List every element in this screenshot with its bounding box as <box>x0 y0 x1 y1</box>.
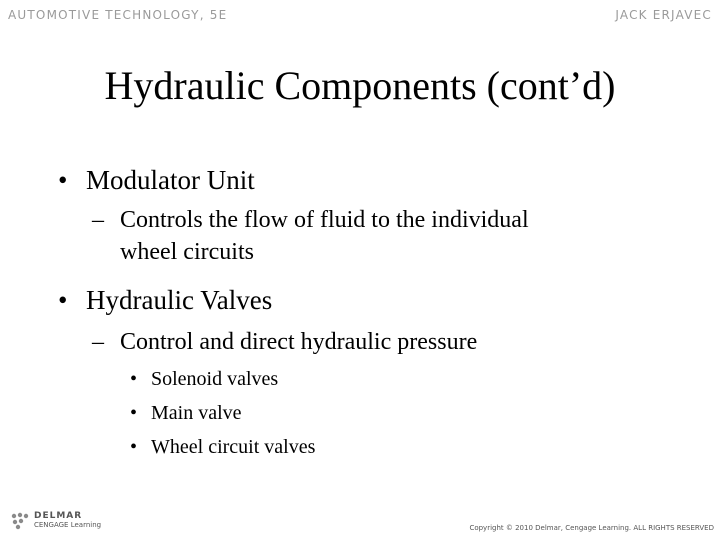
logo-text <box>34 512 101 530</box>
slide-title: Hydraulic Components (cont’d) <box>104 63 616 108</box>
sub-sub-list <box>58 362 698 464</box>
bullet-list <box>58 162 698 464</box>
bullet-dot-icon: • <box>130 436 138 458</box>
list-item-solenoid-valves <box>58 362 698 396</box>
list-item-main-valve <box>58 396 698 430</box>
bullet-dot-icon: • <box>58 285 68 315</box>
bullet-text: Modulator Unit <box>86 165 255 195</box>
sub-bullet-text: Control and direct hydraulic pressure <box>120 329 478 355</box>
header-author: JACK ERJAVEC <box>615 8 712 22</box>
logo-line1: DELMAR <box>34 511 83 521</box>
bullet-text: Hydraulic Valves <box>86 285 273 315</box>
bullet-dot-icon: • <box>130 402 138 424</box>
list-item-text: Solenoid valves <box>151 368 279 390</box>
bullet-dot-icon: • <box>58 165 68 195</box>
sub-bullet-controls-flow <box>58 204 698 268</box>
logo-line2: CENGAGE Learning <box>34 521 102 529</box>
delmar-logo-icon <box>10 512 30 530</box>
dash-icon: – <box>92 207 104 233</box>
sub-bullet-text-line1: Controls the flow of fluid to the individual <box>120 207 529 233</box>
sub-bullet-text-line2: wheel circuits <box>120 239 254 265</box>
bullet-hydraulic-valves <box>58 282 698 318</box>
bullet-dot-icon: • <box>130 368 138 390</box>
header-book-title: AUTOMOTIVE TECHNOLOGY, 5E <box>8 8 228 22</box>
list-item-text: Main valve <box>151 402 242 424</box>
dash-icon: – <box>92 329 104 355</box>
bullet-modulator-unit <box>58 162 698 198</box>
sub-bullet-control-pressure <box>58 326 698 358</box>
publisher-logo <box>10 512 101 530</box>
copyright-notice: Copyright © 2010 Delmar, Cengage Learning. ALL RIGHTS RESERVED <box>469 524 714 532</box>
list-item-text: Wheel circuit valves <box>151 436 316 458</box>
list-item-wheel-circuit-valves <box>58 430 698 464</box>
